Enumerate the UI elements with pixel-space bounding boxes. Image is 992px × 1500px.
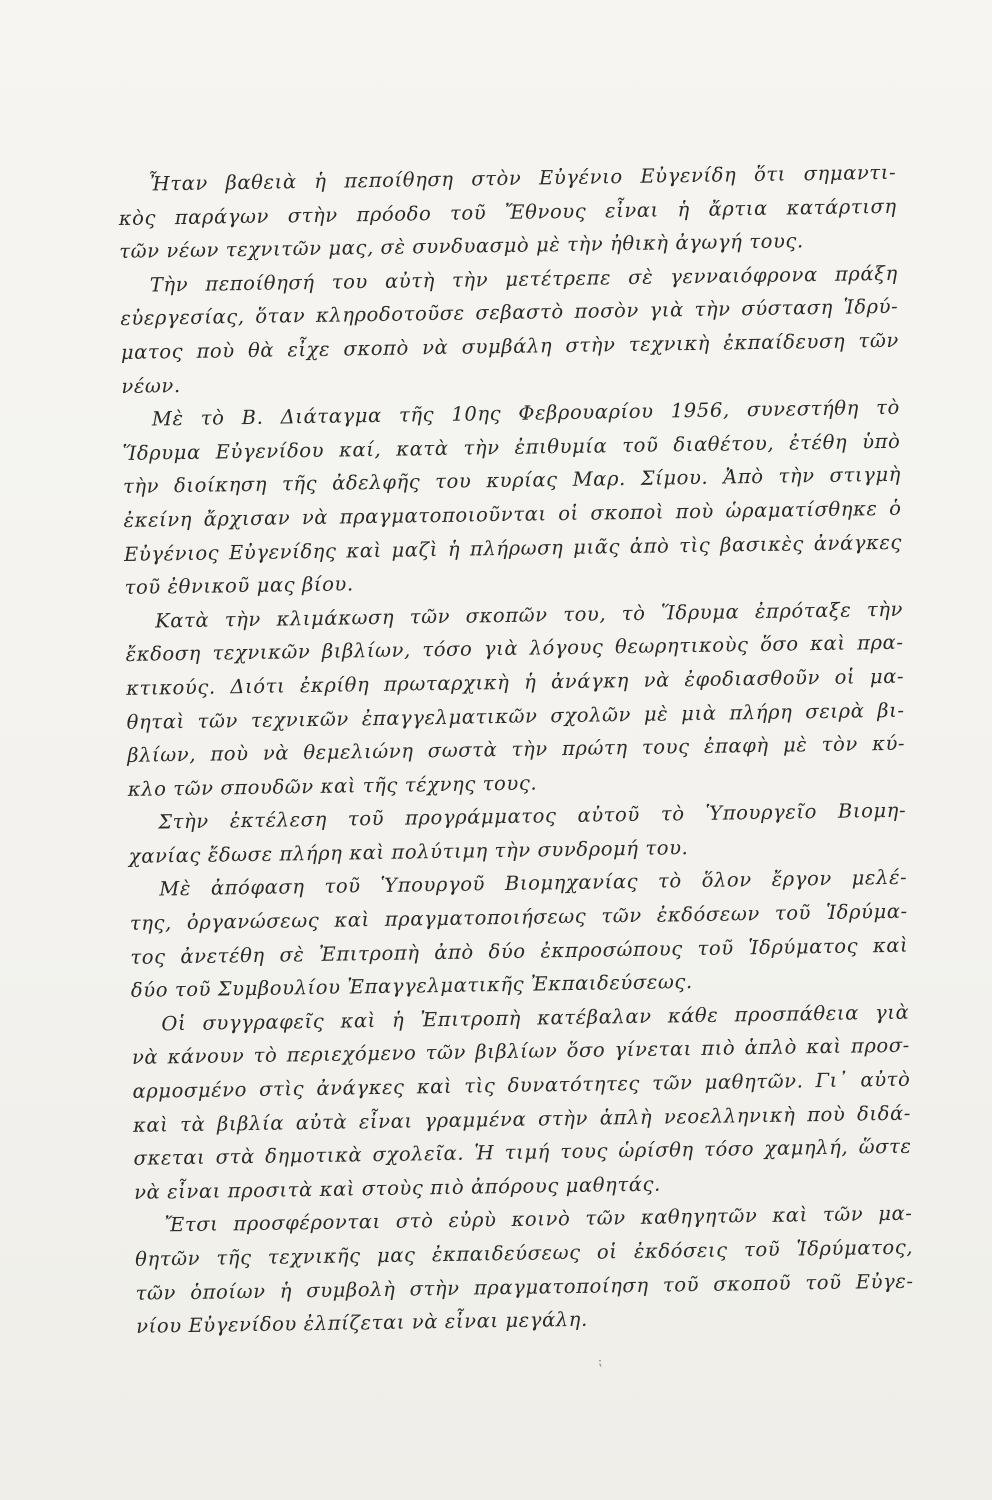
- paragraph-8: [134, 1197, 914, 1344]
- text-line: Ἦταν βαθειὰ ἡ πεποίθηση στὸν Εὐγένιο Εὐγενίδη ὅτι σημαντι-: [148, 160, 897, 196]
- text-line: Τὴν πεποίθησή του αὐτὴ τὴν μετέτρεπε σὲ γενναιόφρονα πράξη: [149, 261, 898, 297]
- text-line: χανίας ἔδωσε πλήρη καὶ πολύτιμη τὴν συνδρομή του.: [128, 836, 689, 868]
- text-line: εὐεργεσίας, ὅταν κληροδοτοῦσε σεβαστὸ ποσὸν γιὰ τὴν σύσταση Ἱδρύ-: [120, 295, 899, 331]
- text-line: νὰ κάνουν τὸ περιεχόμενο τῶν βιβλίων ὅσο γίνεται πιὸ ἁπλὸ καὶ προσ-: [131, 1034, 911, 1070]
- text-line: κλο τῶν σπουδῶν καὶ τῆς τέχνης τους.: [127, 771, 538, 801]
- paragraph-1: [118, 156, 897, 269]
- paragraph-4: [125, 592, 906, 806]
- text-line: αρμοσμένο στὶς ἀνάγκες καὶ τὶς δυνατότητες τῶν μαθητῶν. Γι᾽ αὐτὸ: [132, 1067, 911, 1103]
- text-line: νὰ εἶναι προσιτὰ καὶ στοὺς πιὸ ἀπόρους μαθητάς.: [133, 1172, 662, 1204]
- text-line: κὸς παράγων στὴν πρόοδο τοῦ Ἔθνους εἶναι ἡ ἄρτια κατάρτιση: [118, 194, 897, 230]
- text-line: δύο τοῦ Συμβουλίου Ἐπαγγελματικῆς Ἐκπαιδεύσεως.: [130, 970, 693, 1003]
- text-line: κτικούς. Διότι ἐκρίθη πρωταρχικὴ ἡ ἀνάγκη νὰ ἐφοδιασθοῦν οἱ μα-: [125, 664, 905, 700]
- preface-text: [118, 156, 914, 1344]
- text-line: Εὐγένιος Εὐγενίδης καὶ μαζὶ ἡ πλήρωση μιᾶς ἀπὸ τὶς βασικὲς ἀνάγκες: [123, 530, 903, 566]
- text-line: θητῶν τῆς τεχνικῆς μας ἐκπαιδεύσεως οἱ ἐκδόσεις τοῦ Ἱδρύματος,: [134, 1235, 914, 1271]
- text-line: ματος ποὺ θὰ εἶχε σκοπὸ νὰ συμβάλη στὴν τεχνικὴ ἐκπαίδευση τῶν: [120, 328, 899, 364]
- paragraph-7: [131, 996, 912, 1210]
- text-line: Ἵδρυμα Εὐγενίδου καί, κατὰ τὴν ἐπιθυμία τοῦ διαθέτου, ἐτέθη ὑπὸ: [122, 429, 901, 465]
- text-line: σκεται στὰ δημοτικὰ σχολεῖα. Ἡ τιμή τους ὡρίσθη τόσο χαμηλή, ὥστε: [133, 1134, 912, 1171]
- paragraph-6: [129, 861, 909, 1008]
- text-line: ἔκδοση τεχνικῶν βιβλίων, τόσο γιὰ λόγους θεωρητικοὺς ὅσο καὶ πρα-: [125, 631, 904, 667]
- text-line: βλίων, ποὺ νὰ θεμελιώνη σωστὰ τὴν πρώτη τους ἐπαφὴ μὲ τὸν κύ-: [127, 731, 906, 768]
- ink-speck: ⁏: [598, 1354, 603, 1368]
- text-line: τὴν διοίκηση τῆς ἀδελφῆς του κυρίας Μαρ. Σίμου. Ἀπὸ τὴν στιγμὴ: [122, 463, 902, 499]
- text-line: τῶν νέων τεχνιτῶν μας, σὲ συνδυασμὸ μὲ τὴν ἠθικὴ ἀγωγή τους.: [119, 229, 804, 264]
- text-line: Μὲ ἀπόφαση τοῦ Ὑπουργοῦ Βιομηχανίας τὸ ὅλον ἔργον μελέ-: [159, 866, 908, 901]
- text-line: Οἱ συγγραφεῖς καὶ ἡ Ἐπιτροπὴ κατέβαλαν κάθε προσπάθεια γιὰ: [161, 1000, 910, 1036]
- text-line: Ἔτσι προσφέρονται στὸ εὐρὺ κοινὸ τῶν καθηγητῶν καὶ τῶν μα-: [164, 1202, 913, 1237]
- text-line: Κατὰ τὴν κλιμάκωση τῶν σκοπῶν του, τὸ Ἵδρυμα ἐπρόταξε τὴν: [154, 597, 904, 633]
- text-line: καὶ τὰ βιβλία αὐτὰ εἶναι γραμμένα στὴν ἁπλὴ νεοελληνικὴ ποὺ διδά-: [132, 1101, 912, 1137]
- text-line: νέων.: [121, 373, 181, 398]
- text-line: Στὴν ἐκτέλεση τοῦ προγράμματος αὐτοῦ τὸ Ὑπουργεῖο Βιομη-: [158, 798, 907, 834]
- text-line: τῶν ὁποίων ἡ συμβολὴ στὴν πραγματοποίηση τοῦ σκοποῦ τοῦ Εὐγε-: [135, 1269, 914, 1305]
- text-line: νίου Εὐγενίδου ἐλπίζεται νὰ εἶναι μεγάλη.: [136, 1307, 588, 1339]
- text-line: Μὲ τὸ Β. Διάταγμα τῆς 10ης Φεβρουαρίου 1956, συνεστήθη τὸ: [151, 395, 901, 431]
- paragraph-2: [120, 257, 900, 404]
- text-line: θηταὶ τῶν τεχνικῶν ἐπαγγελματικῶν σχολῶν μὲ μιὰ πλήρη σειρὰ βι-: [126, 698, 905, 734]
- text-line: ἐκείνη ἄρχισαν νὰ πραγματοποιοῦνται οἱ σκοποὶ ποὺ ὡραματίσθηκε ὁ: [123, 496, 902, 532]
- paragraph-3: [122, 391, 903, 605]
- text-line: τοῦ ἐθνικοῦ μας βίου.: [124, 572, 354, 600]
- text-line: της, ὀργανώσεως καὶ πραγματοποιήσεως τῶν ἐκδόσεων τοῦ Ἱδρύμα-: [129, 899, 908, 935]
- paragraph-5: [128, 794, 907, 873]
- text-line: τος ἀνετέθη σὲ Ἐπιτροπὴ ἀπὸ δύο ἐκπροσώπους τοῦ Ἱδρύματος καὶ: [130, 933, 909, 969]
